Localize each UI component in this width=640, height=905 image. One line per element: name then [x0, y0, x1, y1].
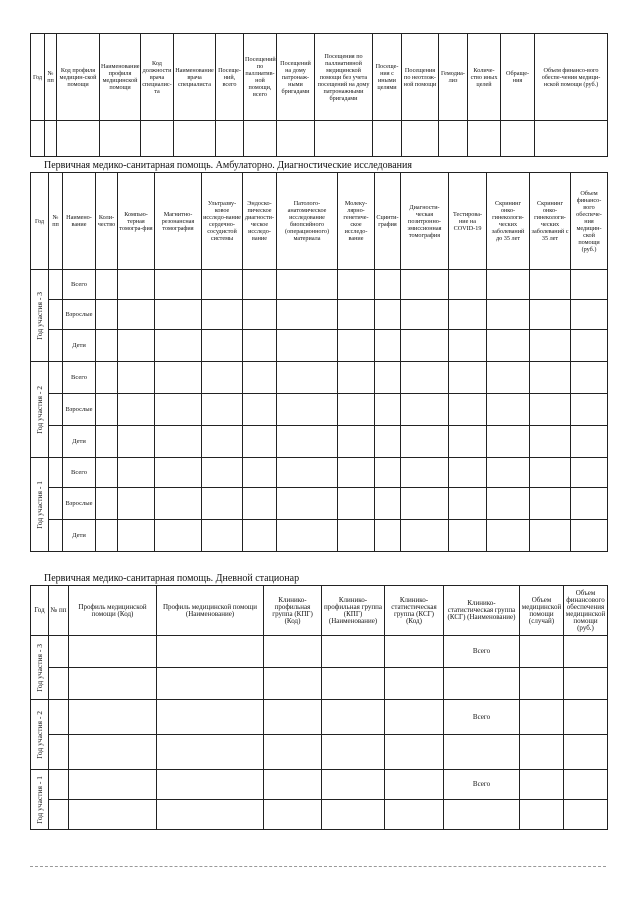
group-label-year-2: Год участия - 2 — [31, 362, 49, 458]
t1-header-profile-name: Наименование профиля медицинской помощи — [100, 34, 141, 121]
diagnostics-table — [30, 172, 608, 552]
table-row — [31, 488, 608, 520]
row-label-children: Дети — [63, 426, 96, 458]
t3-header-year: Год — [31, 586, 49, 636]
t2-header-ct: Компью-терная томогра-фия — [118, 173, 155, 270]
table-row — [31, 458, 608, 488]
t3-header-profile-code: Профиль медицинской помощи (Код) — [69, 586, 157, 636]
t1-header-year: Год — [31, 34, 45, 121]
table-row — [31, 700, 608, 735]
t3-header-kpg-name: Клинико-профильная группа (КПГ) (Наименование) — [322, 586, 385, 636]
row-label-total: Всего — [63, 362, 96, 394]
t1-header-home-visits: Посещений на дому патронаж-ными бригадами — [277, 34, 315, 121]
row-label-total: Всего — [444, 636, 520, 668]
page-bottom-divider — [30, 866, 606, 867]
t1-header-other-visits: Посеще-ния с иными целями — [373, 34, 402, 121]
group-label-year-1: Год участия - 1 — [31, 458, 49, 552]
table-row — [31, 668, 608, 700]
t1-header-visits-total: Посеще-ний, всего — [216, 34, 244, 121]
t1-header-doctor-name: Наименование врача специалиста — [174, 34, 216, 121]
row-label-adults: Взрослые — [63, 394, 96, 426]
row-label-children: Дети — [63, 330, 96, 362]
t2-header-screening-after-35: Скрининг онко-гинекологи-ческих заболеваний с 35 лет — [530, 173, 571, 270]
table-row — [31, 362, 608, 394]
t2-header-pathology: Патолого-анатомическое исследование биопсийного (операционного) материала — [277, 173, 338, 270]
t2-header-scintigraphy: Сцинти-графия — [375, 173, 401, 270]
t3-header-ksg-code: Клинико-статистическая группа (КСГ) (Код) — [385, 586, 444, 636]
t3-header-kpg-code: Клинико-профильная группа (КПГ) (Код) — [264, 586, 322, 636]
t1-header-palliative-no-home: Посещения по паллиативной медицинской помощи без учета посещений на дому патронажными бригадами — [315, 34, 373, 121]
t1-header-num: № пп — [45, 34, 57, 121]
table-row — [31, 636, 608, 668]
section-title-day-hospital: Первичная медико-санитарная помощь. Дневной стационар — [44, 573, 300, 584]
row-label-total: Всего — [444, 770, 520, 800]
t2-header-name: Наимено-вание — [63, 173, 96, 270]
t1-header-other-count: Количе-ство иных целей — [468, 34, 501, 121]
t2-header-molecular: Молеку-лярно-генетиче-ское исследо-вание — [338, 173, 375, 270]
t3-header-ksg-name: Клинико-статистическая группа (КСГ) (Наименование) — [444, 586, 520, 636]
row-label-total: Всего — [444, 700, 520, 735]
table-row — [31, 520, 608, 552]
t2-header-endoscopy: Эндоско-пическое диагности-ческое исследо-вание — [243, 173, 277, 270]
table-row — [31, 735, 608, 770]
t2-header-mri: Магнитно-резонансная томография — [155, 173, 202, 270]
t1-header-palliative-total: Посещений по паллиатив-ной помощи, всего — [244, 34, 277, 121]
t2-header-count: Коли-чество — [96, 173, 118, 270]
row-label-total: Всего — [63, 458, 96, 488]
row-label-total: Всего — [63, 270, 96, 300]
section-title-diagnostics: Первичная медико-санитарная помощь. Амбулаторно. Диагностические исследования — [44, 160, 412, 171]
row-label-children: Дети — [63, 520, 96, 552]
t2-header-finance: Объем финансо-вого обеспече-ния медицин-ской помощи (руб.) — [571, 173, 608, 270]
t2-header-year: Год — [31, 173, 49, 270]
table-row — [31, 270, 608, 300]
table-row — [31, 394, 608, 426]
t2-header-screening-before-35: Скрининг онко-гинекологи-ческих заболеваний до 35 лет — [487, 173, 530, 270]
t2-header-num: № пп — [49, 173, 63, 270]
t3-header-num: № пп — [49, 586, 69, 636]
t1-header-profile-code: Код профиля медицин-ской помощи — [57, 34, 100, 121]
table-row — [31, 800, 608, 830]
group-label-year-1: Год участия - 1 — [31, 770, 49, 830]
t1-header-appeals: Обраще-ния — [501, 34, 535, 121]
group-label-year-3: Год участия - 3 — [31, 270, 49, 362]
row-label-adults: Взрослые — [63, 300, 96, 330]
table-row — [31, 426, 608, 458]
t2-header-pet: Диагности-ческая позитронно-эмиссионная томография — [401, 173, 449, 270]
table-row — [31, 330, 608, 362]
t1-header-dialysis: Гемодиа-лиз — [439, 34, 468, 121]
visits-table — [30, 33, 608, 157]
group-label-year-3: Год участия - 3 — [31, 636, 49, 700]
row-label-adults: Взрослые — [63, 488, 96, 520]
table-row — [31, 121, 608, 157]
t1-header-urgent: Посещения по неотлож-ной помощи — [402, 34, 439, 121]
t3-header-profile-name: Профиль медицинской помощи (Наименование) — [157, 586, 264, 636]
day-hospital-table — [30, 585, 608, 830]
group-label-year-2: Год участия - 2 — [31, 700, 49, 770]
table-row — [31, 300, 608, 330]
t2-header-ultrasound: Ультразву-ковое исследо-вание сердечно-сосудистой системы — [202, 173, 243, 270]
t1-header-finance: Объем финансо-вого обеспе-чения медици-нской помощи (руб.) — [535, 34, 608, 121]
table-row — [31, 770, 608, 800]
t3-header-finance: Объем финансового обеспечения медицинской помощи (руб.) — [564, 586, 608, 636]
t2-header-covid: Тестирова-ние на COVID-19 — [449, 173, 487, 270]
t1-header-doctor-code: Код должности врача специалис-та — [141, 34, 174, 121]
t3-header-volume: Объем медицинской помощи (случай) — [520, 586, 564, 636]
